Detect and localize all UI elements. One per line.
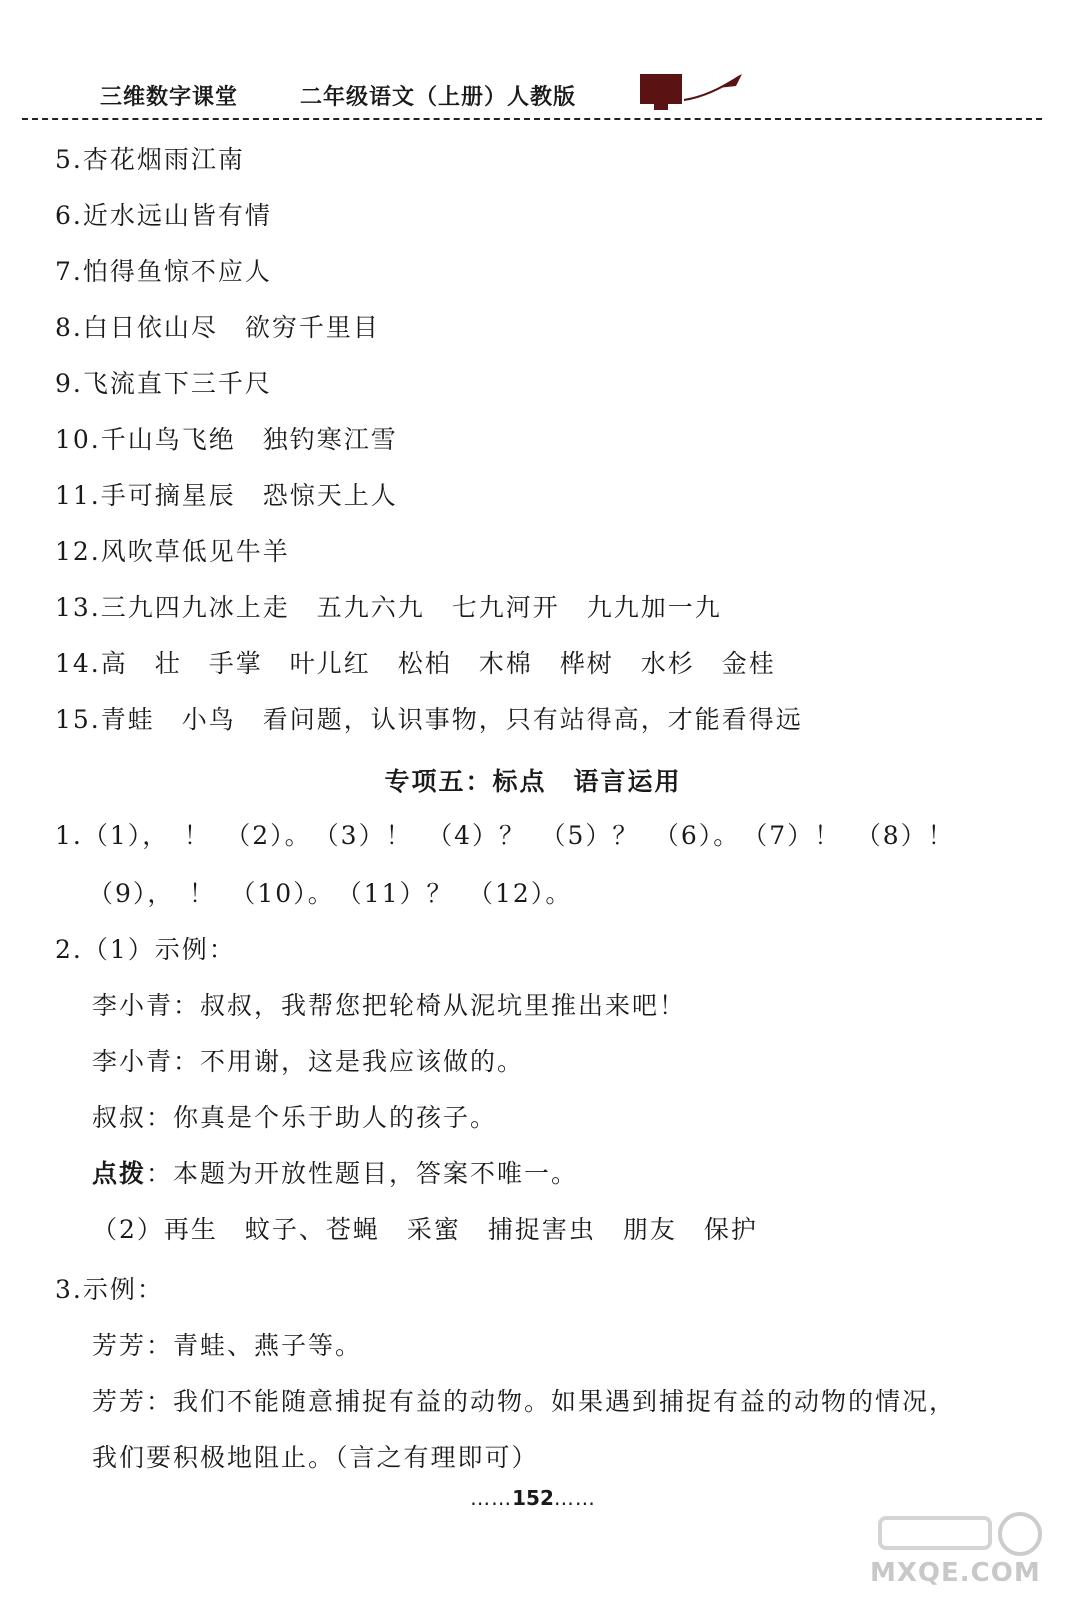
tip-label: 点拨 <box>92 1159 147 1188</box>
watermark-text: MXQE.COM <box>870 1558 1041 1588</box>
page-number <box>0 1486 1066 1510</box>
q2-part2: （2）再生 蚊子、苍蝇 采蜜 捕捉害虫 朋友 保护 <box>92 1215 758 1244</box>
answer-line: 5.杏花烟雨江南 <box>55 145 245 174</box>
answer-line: 6.近水远山皆有情 <box>55 201 272 230</box>
dialogue-line: 李小青：叔叔，我帮您把轮椅从泥坑里推出来吧！ <box>92 991 687 1020</box>
answer-line: 15.青蛙 小鸟 看问题，认识事物，只有站得高，才能看得远 <box>55 705 803 734</box>
answer-line: 14.高 壮 手掌 叶儿红 松柏 木棉 桦树 水杉 金桂 <box>55 649 776 678</box>
monitor-rocket-icon <box>640 70 750 114</box>
page-dots-left: …… <box>470 1486 513 1510</box>
page-number-value: 152 <box>512 1486 554 1510</box>
q2-head: 2.（1）示例： <box>55 935 236 964</box>
answer-line: 11.手可摘星辰 恐惊天上人 <box>55 481 398 510</box>
q3-line: 芳芳：我们不能随意捕捉有益的动物。如果遇到捕捉有益的动物的情况， <box>92 1387 957 1416</box>
answer-line: 7.怕得鱼惊不应人 <box>55 257 272 286</box>
answer-line: 12.风吹草低见牛羊 <box>55 537 290 566</box>
dialogue-line: 叔叔：你真是个乐于助人的孩子。 <box>92 1103 498 1132</box>
header-divider <box>22 118 1042 120</box>
page-dots-right: …… <box>553 1486 596 1510</box>
tip-text: ：本题为开放性题目，答案不唯一。 <box>146 1159 579 1188</box>
q3-head: 3.示例： <box>55 1275 164 1304</box>
watermark <box>870 1510 1050 1590</box>
answer-line: 9.飞流直下三千尺 <box>55 369 272 398</box>
q3-line: 芳芳：青蛙、燕子等。 <box>92 1331 363 1360</box>
q3-line: 我们要积极地阻止。（言之有理即可） <box>92 1443 539 1472</box>
answer-line: 8.白日依山尽 欲穷千里目 <box>55 313 380 342</box>
q1-line-1: 1.（1）， ！ （2）。 （3）！ （4）？ （5）？ （6）。 （7）！ （8）！ <box>55 821 955 850</box>
dialogue-line: 李小青：不用谢，这是我应该做的。 <box>92 1047 525 1076</box>
page-header <box>0 0 1066 120</box>
answer-line: 13.三九四九冰上走 五九六九 七九河开 九九加一九 <box>55 593 722 622</box>
section-title: 专项五：标点 语言运用 <box>384 767 682 796</box>
tip-line <box>92 1158 578 1190</box>
series-title: 三维数字课堂 <box>100 85 239 110</box>
q1-line-2: （9）， ！ （10）。 （11）？ （12）。 <box>88 879 573 908</box>
answer-line: 10.千山鸟飞绝 独钓寒江雪 <box>55 425 398 454</box>
watermark-logo-icon <box>870 1510 1050 1558</box>
book-title: 二年级语文（上册）人教版 <box>300 85 577 110</box>
page-footer <box>0 1480 1066 1600</box>
